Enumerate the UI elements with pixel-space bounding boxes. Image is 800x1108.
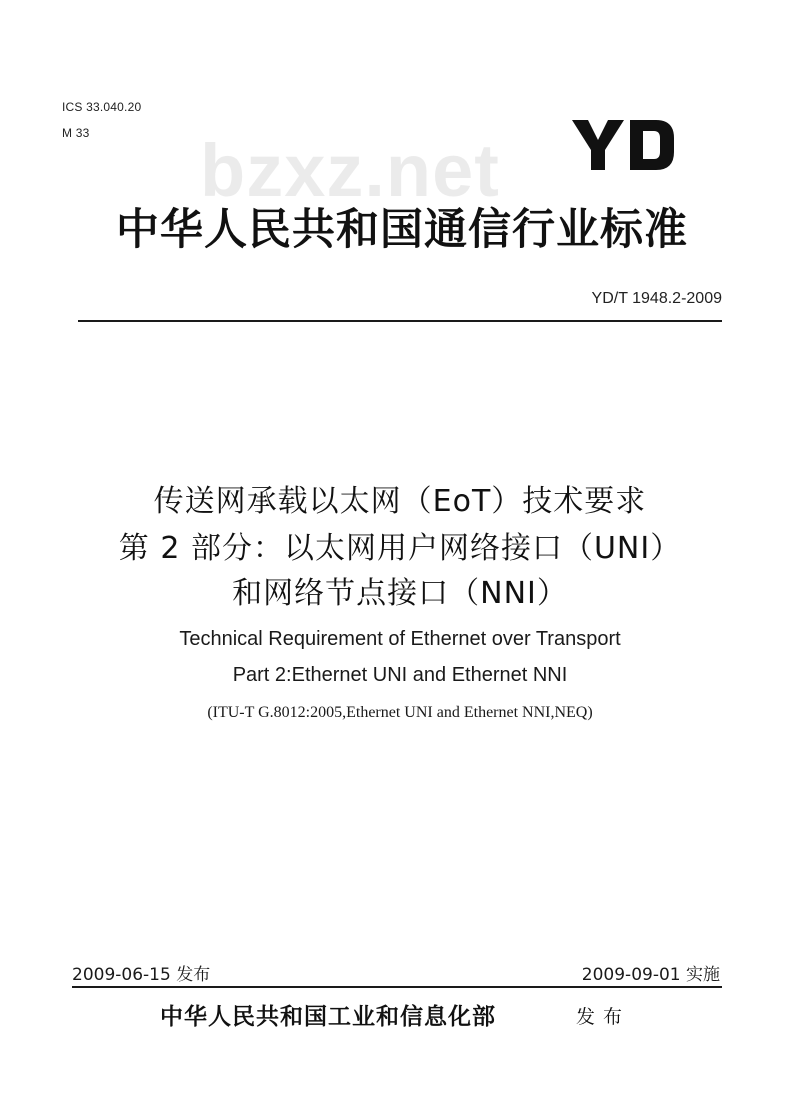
chinese-title-line-2: 第 2 部分：以太网用户网络接口（UNI）: [118, 531, 682, 566]
chinese-title-line-3: 和网络节点接口（NNI）: [232, 576, 568, 611]
footer-divider: [72, 986, 722, 988]
watermark: bzxz.net: [200, 129, 500, 212]
yd-logo-letter-y: [572, 120, 624, 170]
issuing-verb: 发布: [576, 1006, 631, 1028]
equivalence-note: (ITU-T G.8012:2005,Ethernet UNI and Ethernet NNI,NEQ): [207, 704, 593, 721]
issue-date: 2009-06-15 发布: [72, 965, 211, 985]
chinese-title-line-1: 传送网承载以太网（EoT）技术要求: [153, 484, 647, 519]
yd-logo-letter-d: [630, 120, 674, 170]
implementation-date: 2009-09-01 实施: [581, 965, 720, 985]
header-divider: [78, 320, 722, 322]
ics-code: ICS 33.040.20: [62, 100, 142, 114]
english-title-line-2: Part 2:Ethernet UNI and Ethernet NNI: [232, 664, 568, 686]
yd-logo: [570, 118, 678, 172]
english-title-line-1: Technical Requirement of Ethernet over Transport: [179, 628, 621, 650]
standard-title: 中华人民共和国通信行业标准: [116, 205, 688, 255]
ccs-code: M 33: [62, 126, 90, 140]
standard-number: YD/T 1948.2-2009: [591, 290, 722, 307]
issuing-authority: 中华人民共和国工业和信息化部: [160, 1003, 496, 1030]
